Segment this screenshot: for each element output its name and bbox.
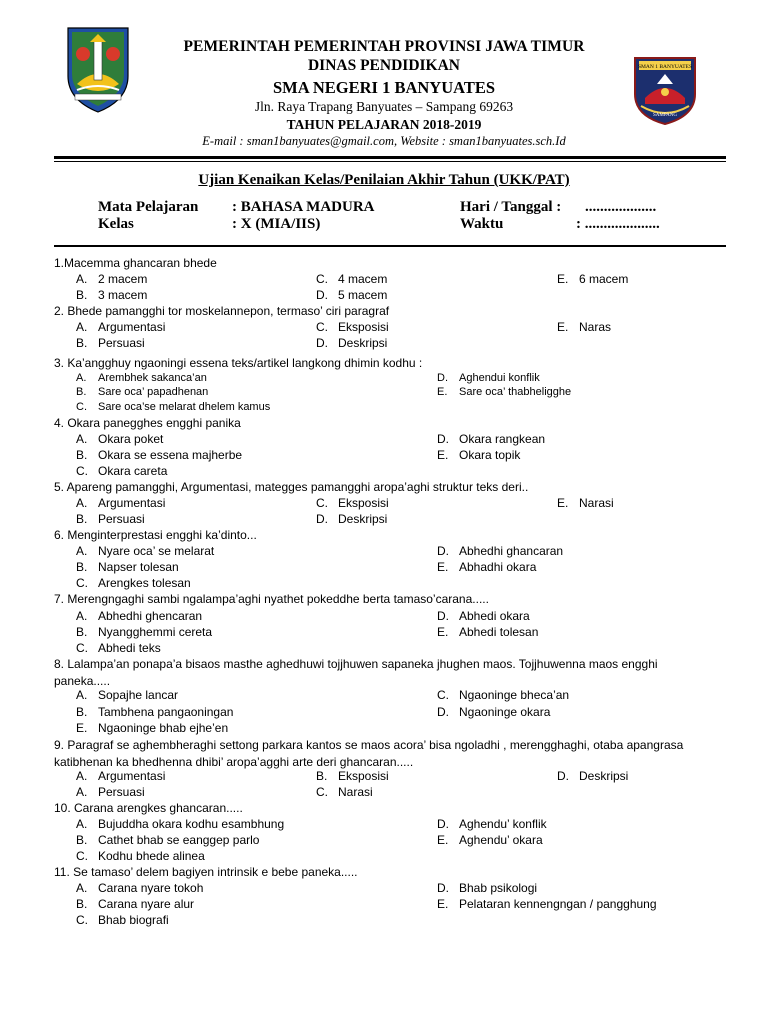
- option-7d: D. Abhedi okara: [437, 609, 530, 623]
- time-label: Waktu: [460, 216, 504, 232]
- option-2a: A. Argumentasi: [76, 320, 166, 334]
- header-year: TAHUN PELAJARAN 2018-2019: [286, 117, 482, 132]
- header-government: PEMERINTAH PEMERINTAH PROVINSI JAWA TIMUR: [183, 38, 585, 55]
- option-8e: E. Ngaoninge bhab ejhe’en: [76, 721, 229, 735]
- option-3a: A. Arembhek sakanca’an: [76, 372, 207, 384]
- question-8: 8. Lalampa’an ponapa’a bisaos masthe aghedhuwi tojjhuwen sapaneka jhughen maos. Tojjhuwenna maos engghi paneka.....: [54, 657, 658, 688]
- option-4d: D. Okara rangkean: [437, 432, 546, 446]
- question-5: 5. Apareng pamangghi, Argumentasi, mategges pamangghi aropa’aghi struktur teks deri..: [54, 480, 529, 494]
- exam-title: Ujian Kenaikan Kelas/Penilaian Akhir Tahun (UKK/PAT): [198, 172, 570, 188]
- option-7e: E. Abhedi tolesan: [437, 625, 539, 639]
- email-text: sman1banyuates@gmail.com: [243, 134, 394, 148]
- question-2: 2. Bhede pamangghi tor moskelannepon, termaso’ ciri paragraf: [54, 304, 390, 318]
- option-5e: E. Narasi: [557, 496, 614, 510]
- question-10: 10. Carana arengkes ghancaran.....: [54, 801, 243, 815]
- question-11: 11. Se tamaso’ delem bagiyen intrinsik e bebe paneka.....: [54, 865, 358, 879]
- option-10a: A. Bujuddha okara kodhu esambhung: [76, 817, 285, 831]
- option-3e: E. Sare oca’ thabheligghe: [437, 386, 572, 398]
- option-4a: A. Okara poket: [76, 432, 164, 446]
- option-11b: B. Carana nyare alur: [76, 897, 195, 911]
- question-3: 3. Ka’angghuy ngaoningi essena teks/artikel langkong dhimin kodhu :: [54, 356, 423, 370]
- question-9: 9. Paragraf se aghembheraghi settong parkara kantos se maos acora’ bisa ngoladhi , merengghaghi, otaba apangrasa katibhenan ka bhedhenna dhibi’ aropa’agghi arte deri ghancaran.....: [54, 738, 684, 769]
- option-8a: A. Sopajhe lancar: [76, 688, 179, 702]
- option-5c: C. Eksposisi: [316, 496, 389, 510]
- header-department: DINAS PENDIDIKAN: [307, 57, 460, 74]
- option-11a: A. Carana nyare tokoh: [76, 881, 204, 895]
- option-6d: D. Abhedhi ghancaran: [437, 544, 564, 558]
- option-7b: B. Nyangghemmi cereta: [76, 625, 213, 639]
- school-logo-text: SMAN 1 BANYUATES: [637, 64, 693, 70]
- option-2b: B. Persuasi: [76, 336, 145, 350]
- option-11e: E. Pelataran kennengngan / pangghung: [437, 897, 657, 911]
- option-8b: B. Tambhena pangaoningan: [76, 705, 234, 719]
- option-6e: E. Abhadhi okara: [437, 560, 537, 574]
- option-9c: C. Narasi: [316, 785, 373, 799]
- header-school: SMA NEGERI 1 BANYUATES: [272, 78, 496, 97]
- option-9d: D. Deskripsi: [557, 769, 629, 783]
- option-6a: A. Nyare oca’ se melarat: [76, 544, 215, 558]
- website-text: sman1banyuates.sch.Id: [445, 134, 566, 148]
- school-logo-subtext: SAMPANG: [653, 113, 677, 118]
- option-2c: C. Eksposisi: [316, 320, 389, 334]
- option-9a-second: A. Persuasi: [76, 785, 145, 799]
- question-1: 1.Macemma ghancaran bhede: [54, 256, 217, 270]
- option-11d: D. Bhab psikologi: [437, 881, 538, 895]
- option-5b: B. Persuasi: [76, 512, 145, 526]
- option-3d: D. Aghendui konflik: [437, 372, 540, 384]
- option-1e: E. 6 macem: [557, 272, 629, 286]
- option-9a: A. Argumentasi: [76, 769, 166, 783]
- option-4e: E. Okara topik: [437, 448, 521, 462]
- option-5a: A. Argumentasi: [76, 496, 166, 510]
- option-8d: D. Ngaoninge okara: [437, 705, 551, 719]
- option-10b: B. Cathet bhab se eanggep parlo: [76, 833, 260, 847]
- subject-label: Mata Pelajaran: [98, 199, 199, 215]
- option-5d: D. Deskripsi: [316, 512, 388, 526]
- class-value: : X (MIA/IIS): [232, 216, 321, 232]
- option-4b: B. Okara se essena majherbe: [76, 448, 243, 462]
- option-6b: B. Napser tolesan: [76, 560, 179, 574]
- option-6c: C. Arengkes tolesan: [76, 576, 191, 590]
- time-value: : ....................: [576, 216, 660, 232]
- option-1b: B. 3 macem: [76, 288, 148, 302]
- option-8c: C. Ngaoninge bheca’an: [437, 688, 570, 702]
- option-1a: A. 2 macem: [76, 272, 148, 286]
- option-11c: C. Bhab biografi: [76, 913, 169, 927]
- option-9b: B. Eksposisi: [316, 769, 389, 783]
- class-label: Kelas: [98, 216, 134, 232]
- website-label: , Website :: [393, 134, 446, 148]
- question-4: 4. Okara panegghes engghi panika: [54, 416, 241, 430]
- option-3b: B. Sare oca’ papadhenan: [76, 386, 209, 398]
- option-10c: C. Kodhu bhede alinea: [76, 849, 205, 863]
- option-4c: C. Okara careta: [76, 464, 168, 478]
- email-label: E-mail :: [202, 134, 244, 148]
- header-address: Jln. Raya Trapang Banyuates – Sampang 69263: [254, 99, 514, 114]
- option-1c: C. 4 macem: [316, 272, 388, 286]
- date-label: Hari / Tanggal :: [460, 199, 562, 215]
- question-7: 7. Merengngaghi sambi ngalampa’aghi nyathet pokeddhe berta tamaso’carana.....: [54, 592, 489, 606]
- option-7c: C. Abhedi teks: [76, 641, 161, 655]
- question-6: 6. Menginterprestasi engghi ka’dinto...: [54, 528, 257, 542]
- option-2e: E. Naras: [557, 320, 612, 334]
- option-10e: E. Aghendu’ okara: [437, 833, 543, 847]
- option-10d: D. Aghendu’ konflik: [437, 817, 547, 831]
- option-2d: D. Deskripsi: [316, 336, 388, 350]
- option-3c: C. Sare oca’se melarat dhelem kamus: [76, 401, 271, 413]
- option-7a: A. Abhedhi ghencaran: [76, 609, 203, 623]
- date-value: ...................: [585, 199, 657, 215]
- option-1d: D. 5 macem: [316, 288, 388, 302]
- subject-value: : BAHASA MADURA: [232, 199, 375, 215]
